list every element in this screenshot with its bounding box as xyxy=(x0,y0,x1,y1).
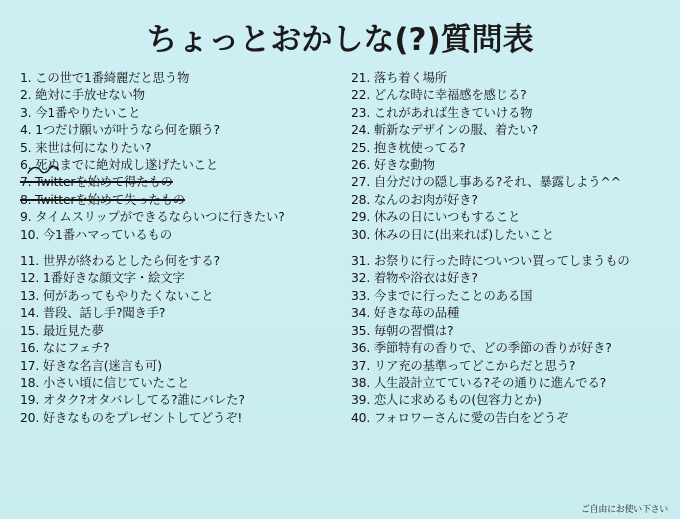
list-item: 27. 自分だけの隠し事ある?それ、暴露しよう^^ xyxy=(351,174,621,190)
list-item: 35. 毎朝の習慣は? xyxy=(351,322,454,338)
list-item: 9. タイムスリップができるならいつに行きたい? xyxy=(20,209,285,225)
list-item: 15. 最近見た夢 xyxy=(20,322,104,338)
list-item: 19. オタク?オタバレしてる?誰にバレた? xyxy=(20,392,245,408)
list-item: 32. 着物や浴衣は好き? xyxy=(351,270,478,286)
list-item: 36. 季節特有の香りで、どの季節の香りが好き? xyxy=(351,340,612,356)
list-item: 31. お祭りに行った時についつい買ってしまうもの xyxy=(351,253,630,269)
list-item: 3. 今1番やりたいこと xyxy=(20,104,141,120)
questions-columns xyxy=(14,69,666,435)
list-item: 18. 小さい頃に信じていたこと xyxy=(20,374,190,390)
list-item: 17. 好きな名言(迷言も可) xyxy=(20,357,162,373)
list-item: 26. 好きな動物 xyxy=(351,157,435,173)
list-item-text: 7. Twitterを始めて得たもの xyxy=(20,174,173,190)
list-item-text: 8. Twitterを始めて失ったもの xyxy=(20,191,186,207)
list-item: 11. 世界が終わるとしたら何をする? xyxy=(20,253,220,269)
list-item: 2. 絶対に手放せない物 xyxy=(20,87,145,103)
page-title: ちょっとおかしな(?)質問表 xyxy=(146,22,534,58)
list-item: 28. なんのお肉が好き? xyxy=(351,191,478,207)
list-item: 21. 落ち着く場所 xyxy=(351,70,447,85)
list-item: 20. 好きなものをプレゼントしてどうぞ! xyxy=(20,409,243,425)
list-item: 30. 休みの日に(出来れば)したいこと xyxy=(351,226,554,242)
list-item: 24. 斬新なデザインの服、着たい? xyxy=(351,122,538,138)
list-item: 4. 1つだけ願いが叶うなら何を願う? xyxy=(20,122,220,138)
list-item: 37. リア充の基準ってどこからだと思う? xyxy=(351,357,576,373)
list-item: 1. この世で1番綺麗だと思う物 xyxy=(20,70,190,85)
right-column xyxy=(343,69,660,435)
scribble-annotation xyxy=(20,173,173,190)
list-item: 40. フォロワーさんに愛の告白をどうぞ xyxy=(351,409,569,425)
list-item: 13. 何があってもやりたくないこと xyxy=(20,287,214,303)
list-item: 29. 休みの日にいつもすること xyxy=(351,209,521,225)
left-group-1 xyxy=(20,69,329,243)
list-item: 12. 1番好きな顔文字・絵文字 xyxy=(20,270,185,286)
list-item: 16. なにフェチ? xyxy=(20,340,110,356)
left-group-2 xyxy=(20,252,329,426)
list-item: 23. これがあれば生きていける物 xyxy=(351,104,533,120)
right-group-1 xyxy=(351,69,660,243)
list-item: 22. どんな時に幸福感を感じる? xyxy=(351,87,527,103)
list-item: 25. 抱き枕使ってる? xyxy=(351,139,466,155)
list-item-struck xyxy=(20,191,329,208)
list-item: 39. 恋人に求めるもの(包容力とか) xyxy=(351,392,542,408)
list-item: 10. 今1番ハマっているもの xyxy=(20,226,172,242)
list-item: 33. 今までに行ったことのある国 xyxy=(351,287,533,303)
list-item-struck xyxy=(20,173,329,190)
list-item: 14. 普段、話し手?聞き手? xyxy=(20,305,166,321)
list-item: 5. 来世は何になりたい? xyxy=(20,139,152,155)
list-item: 6. 死ぬまでに絶対成し遂げたいこと xyxy=(20,157,219,173)
left-column xyxy=(20,69,329,435)
footer-note: ご自由にお使い下さい xyxy=(580,505,668,515)
list-item: 38. 人生設計立てている?その通りに進んでる? xyxy=(351,374,607,390)
right-group-2 xyxy=(351,252,660,426)
list-item: 34. 好きな苺の品種 xyxy=(351,305,460,321)
